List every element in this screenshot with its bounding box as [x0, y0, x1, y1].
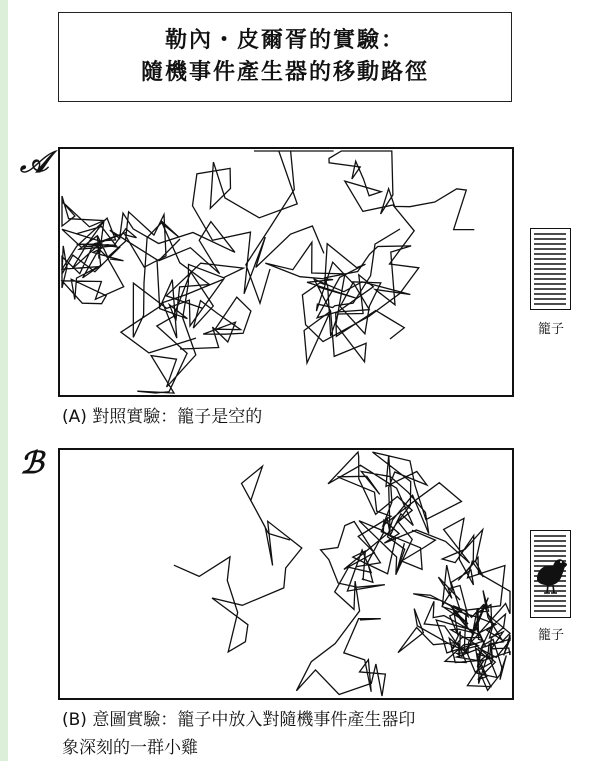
panel-a-path-segment-1 [62, 196, 166, 304]
panel-b-caption-line-1: (B) 意圖實驗：籠子中放入對隨機事件產生器印 [62, 710, 416, 730]
panel-b-caption-line-2: 象深刻的一群小雞 [62, 738, 198, 758]
panel-b-path-segment-5 [296, 522, 385, 697]
panel-a-path-segment-3 [193, 151, 334, 303]
panel-a-path [62, 151, 474, 393]
panel-a-path-segment-2 [110, 213, 235, 353]
panel-a-letter: 𝒜 [20, 145, 49, 180]
panel-b-path [174, 452, 510, 696]
panel-b-path-segment-1 [174, 466, 302, 652]
panel-b-cage-icon [530, 530, 571, 618]
panel-b-path-box [58, 448, 514, 700]
panel-b-letter: ℬ [20, 446, 44, 481]
title-line-1: 勒內・皮爾胥的實驗： [164, 28, 405, 53]
panel-a-path-segment-6 [137, 263, 251, 393]
page-edge-stripe [0, 0, 8, 761]
panel-a-cage-label: 籠子 [537, 322, 564, 337]
panel-b-cage-label: 籠子 [537, 628, 564, 643]
panel-a-random-walk [60, 149, 512, 395]
panel-a-caption: (A) 對照實驗：籠子是空的 [62, 407, 263, 427]
panel-a-path-segment-5 [265, 242, 411, 363]
panel-b-random-walk [60, 450, 512, 698]
panel-a-cage-icon [530, 228, 571, 310]
panel-a-path-box [58, 147, 514, 397]
title-box [58, 12, 512, 102]
title-line-2: 隨機事件產生器的移動路徑 [140, 60, 429, 85]
